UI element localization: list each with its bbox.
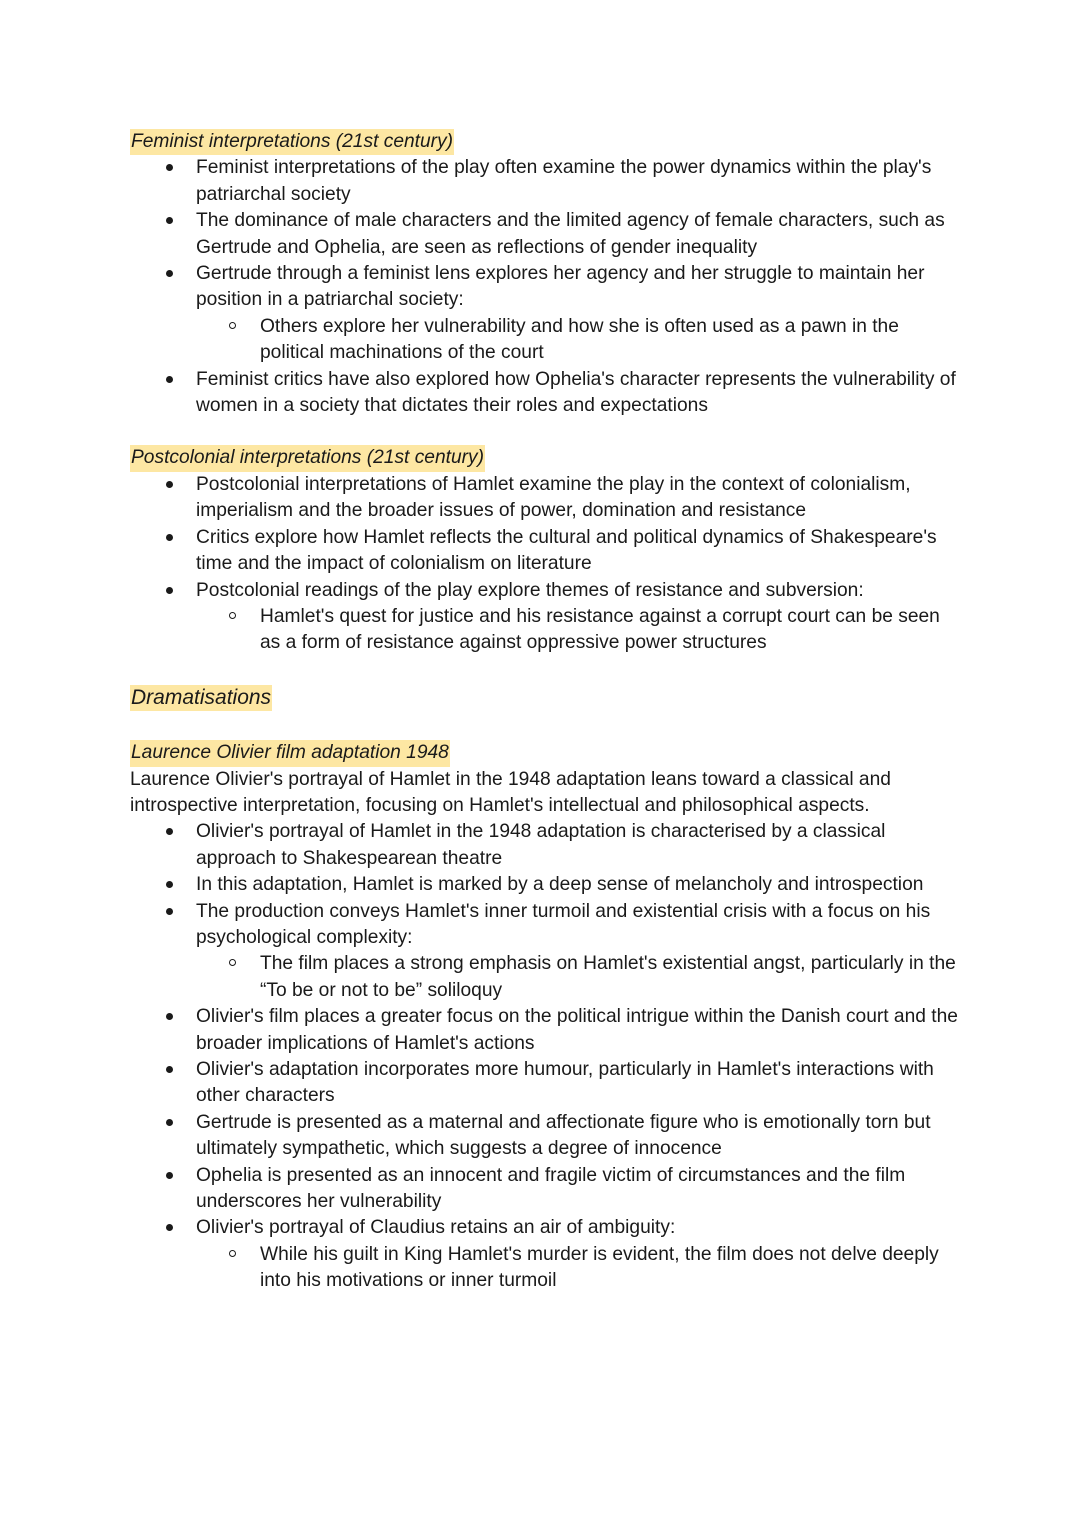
dramatisations-section — [130, 685, 960, 712]
olivier-heading: Laurence Olivier film adaptation 1948 — [130, 740, 450, 766]
olivier-section — [130, 740, 960, 1295]
list-item-text: Postcolonial readings of the play explore themes of resistance and subversion: — [196, 579, 864, 601]
olivier-intro: Laurence Olivier's portrayal of Hamlet in the 1948 adaptation leans toward a classical and introspective interpretation, focusing on Hamlet's intellectual and philosophical aspects. — [130, 768, 891, 816]
postcolonial-sub-list — [196, 604, 960, 657]
list-item-text: Gertrude through a feminist lens explores her agency and her struggle to maintain her position in a patriarchal society: — [196, 263, 925, 311]
dramatisations-heading: Dramatisations — [130, 685, 272, 711]
list-item — [196, 261, 960, 367]
postcolonial-heading: Postcolonial interpretations (21st century) — [130, 445, 485, 471]
document-page — [130, 129, 960, 1295]
list-item: Postcolonial interpretations of Hamlet examine the play in the context of colonialism, imperialism and the broader issues of power, domination and resistance — [196, 472, 960, 525]
list-item-text: The production conveys Hamlet's inner turmoil and existential crisis with a focus on his psychological complexity: — [196, 900, 931, 948]
sub-list-item: Hamlet's quest for justice and his resistance against a corrupt court can be seen as a form of resistance against oppressive power structures — [260, 604, 960, 657]
list-item: Ophelia is presented as an innocent and fragile victim of circumstances and the film underscores her vulnerability — [196, 1163, 960, 1216]
list-item: Gertrude is presented as a maternal and affectionate figure who is emotionally torn but ultimately sympathetic, which suggests a degree of innocence — [196, 1110, 960, 1163]
list-item — [196, 578, 960, 657]
list-item — [196, 899, 960, 1005]
sub-list-item: While his guilt in King Hamlet's murder is evident, the film does not delve deeply into his motivations or inner turmoil — [260, 1242, 960, 1295]
olivier-bullet-list — [130, 819, 960, 1294]
list-item: Olivier's adaptation incorporates more humour, particularly in Hamlet's interactions with other characters — [196, 1057, 960, 1110]
sub-list-item: Others explore her vulnerability and how she is often used as a pawn in the political machinations of the court — [260, 314, 960, 367]
olivier-sub-list-2 — [196, 1242, 960, 1295]
list-item: Feminist critics have also explored how Ophelia's character represents the vulnerability of women in a society that dictates their roles and expectations — [196, 367, 960, 420]
list-item: In this adaptation, Hamlet is marked by a deep sense of melancholy and introspection — [196, 872, 960, 898]
sub-list-item: The film places a strong emphasis on Hamlet's existential angst, particularly in the “To be or not to be” soliloquy — [260, 951, 960, 1004]
olivier-sub-list-1 — [196, 951, 960, 1004]
list-item-text: Olivier's portrayal of Claudius retains an air of ambiguity: — [196, 1217, 676, 1239]
feminist-sub-list — [196, 314, 960, 367]
list-item: Olivier's film places a greater focus on the political intrigue within the Danish court and the broader implications of Hamlet's actions — [196, 1004, 960, 1057]
list-item: The dominance of male characters and the limited agency of female characters, such as Gertrude and Ophelia, are seen as reflections of gender inequality — [196, 208, 960, 261]
list-item: Critics explore how Hamlet reflects the cultural and political dynamics of Shakespeare's time and the impact of colonialism on literature — [196, 525, 960, 578]
postcolonial-bullet-list — [130, 472, 960, 657]
list-item: Olivier's portrayal of Hamlet in the 1948 adaptation is characterised by a classical approach to Shakespearean theatre — [196, 819, 960, 872]
list-item — [196, 1215, 960, 1294]
feminist-section — [130, 129, 960, 419]
postcolonial-section — [130, 445, 960, 656]
feminist-heading: Feminist interpretations (21st century) — [130, 129, 454, 155]
list-item: Feminist interpretations of the play often examine the power dynamics within the play's patriarchal society — [196, 155, 960, 208]
feminist-bullet-list — [130, 155, 960, 419]
